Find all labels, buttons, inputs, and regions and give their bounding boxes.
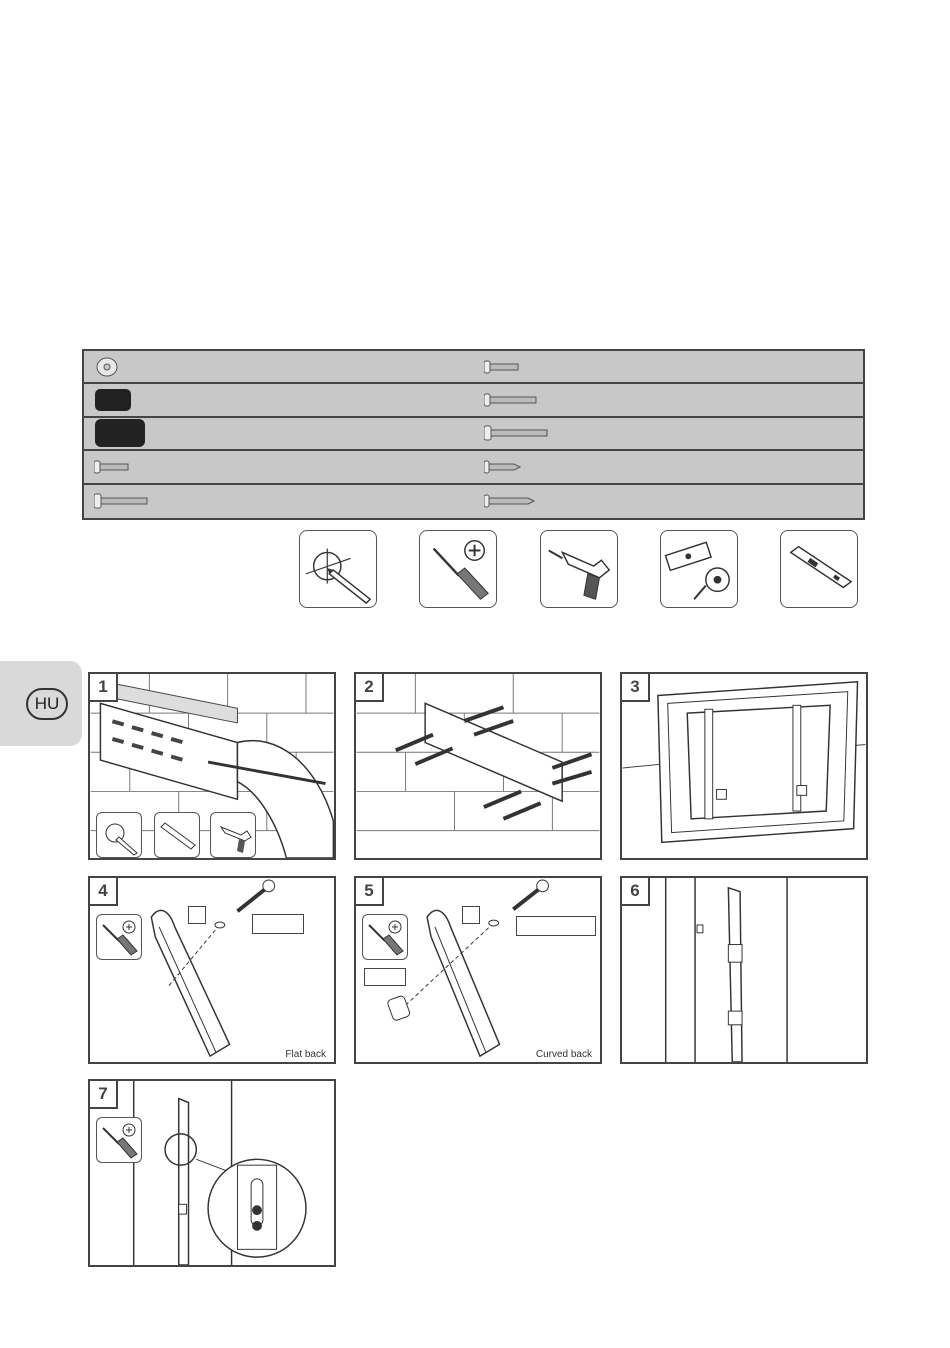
short-screw-icon — [484, 359, 524, 375]
step-2-number: 2 — [354, 672, 384, 702]
step-1-pencil-mini — [96, 812, 142, 858]
wood-screw-short-icon — [484, 459, 524, 475]
spirit-level-icon — [155, 813, 199, 857]
tool-tape-measure — [660, 530, 738, 608]
step-5-screwdriver-mini — [362, 914, 408, 960]
step-5-caption: Curved back — [535, 1049, 592, 1060]
screwdriver-icon — [97, 915, 141, 959]
step-1-panel — [88, 672, 336, 860]
medium-bolt-icon — [94, 492, 154, 510]
tape-measure-icon — [661, 531, 737, 607]
tool-pencil — [299, 530, 377, 608]
screwdriver-icon — [97, 1118, 141, 1162]
parts-row-3-right — [474, 418, 864, 451]
tool-screwdriver — [419, 530, 497, 608]
pencil-mark-icon — [300, 531, 376, 607]
parts-row-1-right — [474, 351, 864, 384]
spacer-short-icon — [94, 387, 134, 413]
step-5-number: 5 — [354, 876, 384, 906]
drill-icon — [541, 531, 617, 607]
step-1-level-mini — [154, 812, 200, 858]
parts-row-4-left — [84, 451, 474, 484]
parts-row-2-right — [474, 384, 864, 417]
step-4-panel — [88, 876, 336, 1064]
step-5-spacer-label — [364, 968, 406, 986]
parts-row-2-left — [84, 384, 474, 417]
step-4-washer-label — [188, 906, 206, 924]
parts-row-4-right — [474, 451, 864, 484]
step-3-number: 3 — [620, 672, 650, 702]
step-7-illustration — [90, 1081, 334, 1265]
long-screw-icon — [484, 424, 554, 442]
spirit-level-icon — [781, 531, 857, 607]
step-6-number: 6 — [620, 876, 650, 906]
step-2-illustration — [356, 674, 600, 858]
step-7-screwdriver-mini — [96, 1117, 142, 1163]
parts-row-5-right — [474, 485, 864, 518]
small-screw-icon — [94, 459, 134, 475]
step-1-number: 1 — [88, 672, 118, 702]
parts-row-1-left — [84, 351, 474, 384]
step-3-illustration — [622, 674, 866, 858]
step-5-washer-label — [462, 906, 480, 924]
step-4-caption: Flat back — [285, 1049, 326, 1060]
tool-drill — [540, 530, 618, 608]
step-6-panel — [620, 876, 868, 1064]
step-7-panel — [88, 1079, 336, 1267]
step-2-panel — [354, 672, 602, 860]
spacer-long-icon — [94, 417, 148, 449]
parts-row-3-left — [84, 418, 474, 451]
step-3-panel — [620, 672, 868, 860]
pencil-mark-icon — [97, 813, 141, 857]
wood-screw-long-icon — [484, 493, 544, 509]
parts-row-5-left — [84, 485, 474, 518]
tool-spirit-level — [780, 530, 858, 608]
step-4-illustration — [90, 878, 334, 1062]
step-4-screwdriver-mini — [96, 914, 142, 960]
medium-screw-icon — [484, 392, 544, 408]
step-4-screw-label — [252, 914, 304, 934]
step-1-drill-mini — [210, 812, 256, 858]
screwdriver-icon — [363, 915, 407, 959]
step-5-panel — [354, 876, 602, 1064]
step-7-number: 7 — [88, 1079, 118, 1109]
step-4-number: 4 — [88, 876, 118, 906]
step-5-screw-label — [516, 916, 596, 936]
screwdriver-icon — [420, 531, 496, 607]
drill-icon — [211, 813, 255, 857]
parts-table — [82, 349, 865, 520]
washer-icon — [94, 356, 120, 378]
language-badge: HU — [26, 688, 68, 720]
step-6-illustration — [622, 878, 866, 1062]
